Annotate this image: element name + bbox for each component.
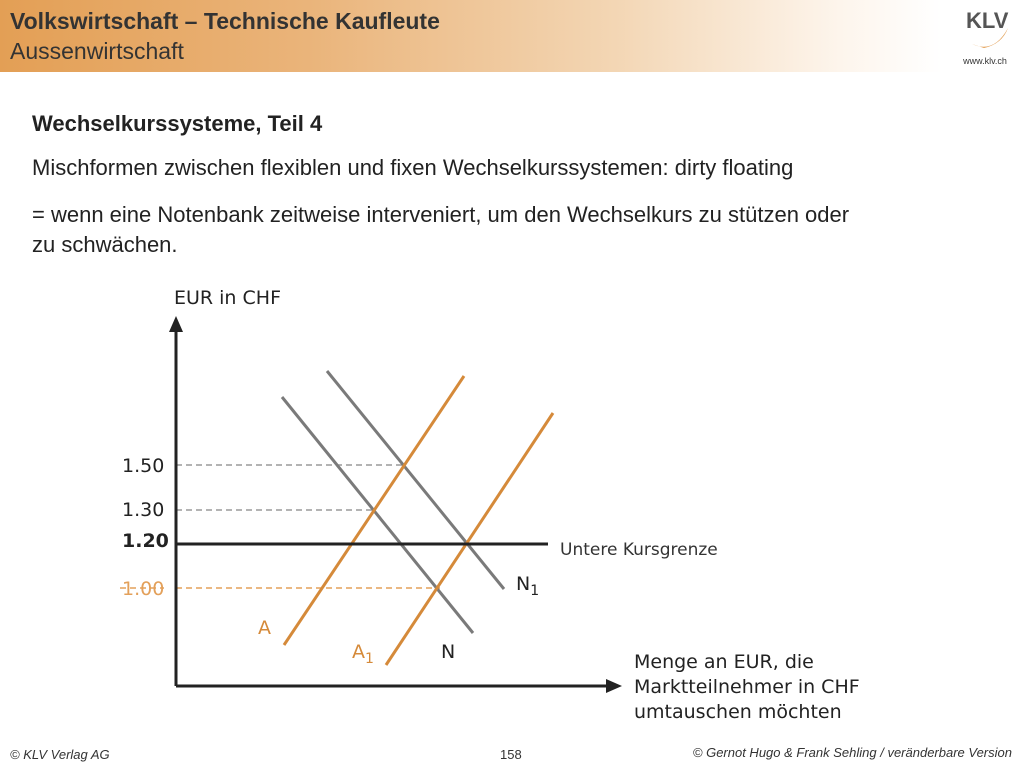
curve-label-N1-sub: 1 <box>530 583 540 599</box>
tick-label-100: 1.00 <box>122 578 165 600</box>
header-subtitle: Aussenwirtschaft <box>10 38 184 64</box>
curve-label-A: A <box>258 617 271 639</box>
text-line-2a: = wenn eine Notenbank zeitweise interveniert, um den Wechselkurs zu stützen oder <box>32 202 850 227</box>
curve-label-N1-main: N <box>516 573 531 595</box>
tick-label-130: 1.30 <box>122 499 165 521</box>
curve-label-N: N <box>441 641 456 663</box>
text-line-2b: zu schwächen. <box>32 232 178 257</box>
curve-label-N1 <box>516 573 539 599</box>
logo-text: KLV <box>966 8 1009 33</box>
x-axis-label-2: Marktteilnehmer in CHF <box>634 676 860 698</box>
x-axis-arrow-icon <box>606 679 622 693</box>
slide-title: Wechselkurssysteme, Teil 4 <box>32 111 323 136</box>
curve-label-A1-main: A <box>352 641 365 663</box>
logo-url: www.klv.ch <box>963 56 1007 66</box>
tick-label-150: 1.50 <box>122 455 165 477</box>
footer-copyright: © KLV Verlag AG <box>10 747 110 762</box>
y-axis-label: EUR in CHF <box>174 287 281 309</box>
text-line-1: Mischformen zwischen flexiblen und fixen Wechselkurssystemen: dirty floating <box>32 155 794 180</box>
x-axis-label-3: umtauschen möchten <box>634 701 842 723</box>
y-axis-arrow-icon <box>169 316 183 332</box>
floor-label: Untere Kursgrenze <box>560 540 718 560</box>
header-title: Volkswirtschaft – Technische Kaufleute <box>10 8 440 34</box>
x-axis-label-1: Menge an EUR, die <box>634 651 814 673</box>
footer-authors: © Gernot Hugo & Frank Sehling / veränderbare Version <box>692 745 1012 760</box>
tick-label-120: 1.20 <box>122 530 169 552</box>
curve-label-A1 <box>352 641 374 667</box>
footer-page-number: 158 <box>500 747 522 762</box>
curve-label-A1-sub: 1 <box>365 651 374 667</box>
demand-curve-N1 <box>327 371 504 589</box>
